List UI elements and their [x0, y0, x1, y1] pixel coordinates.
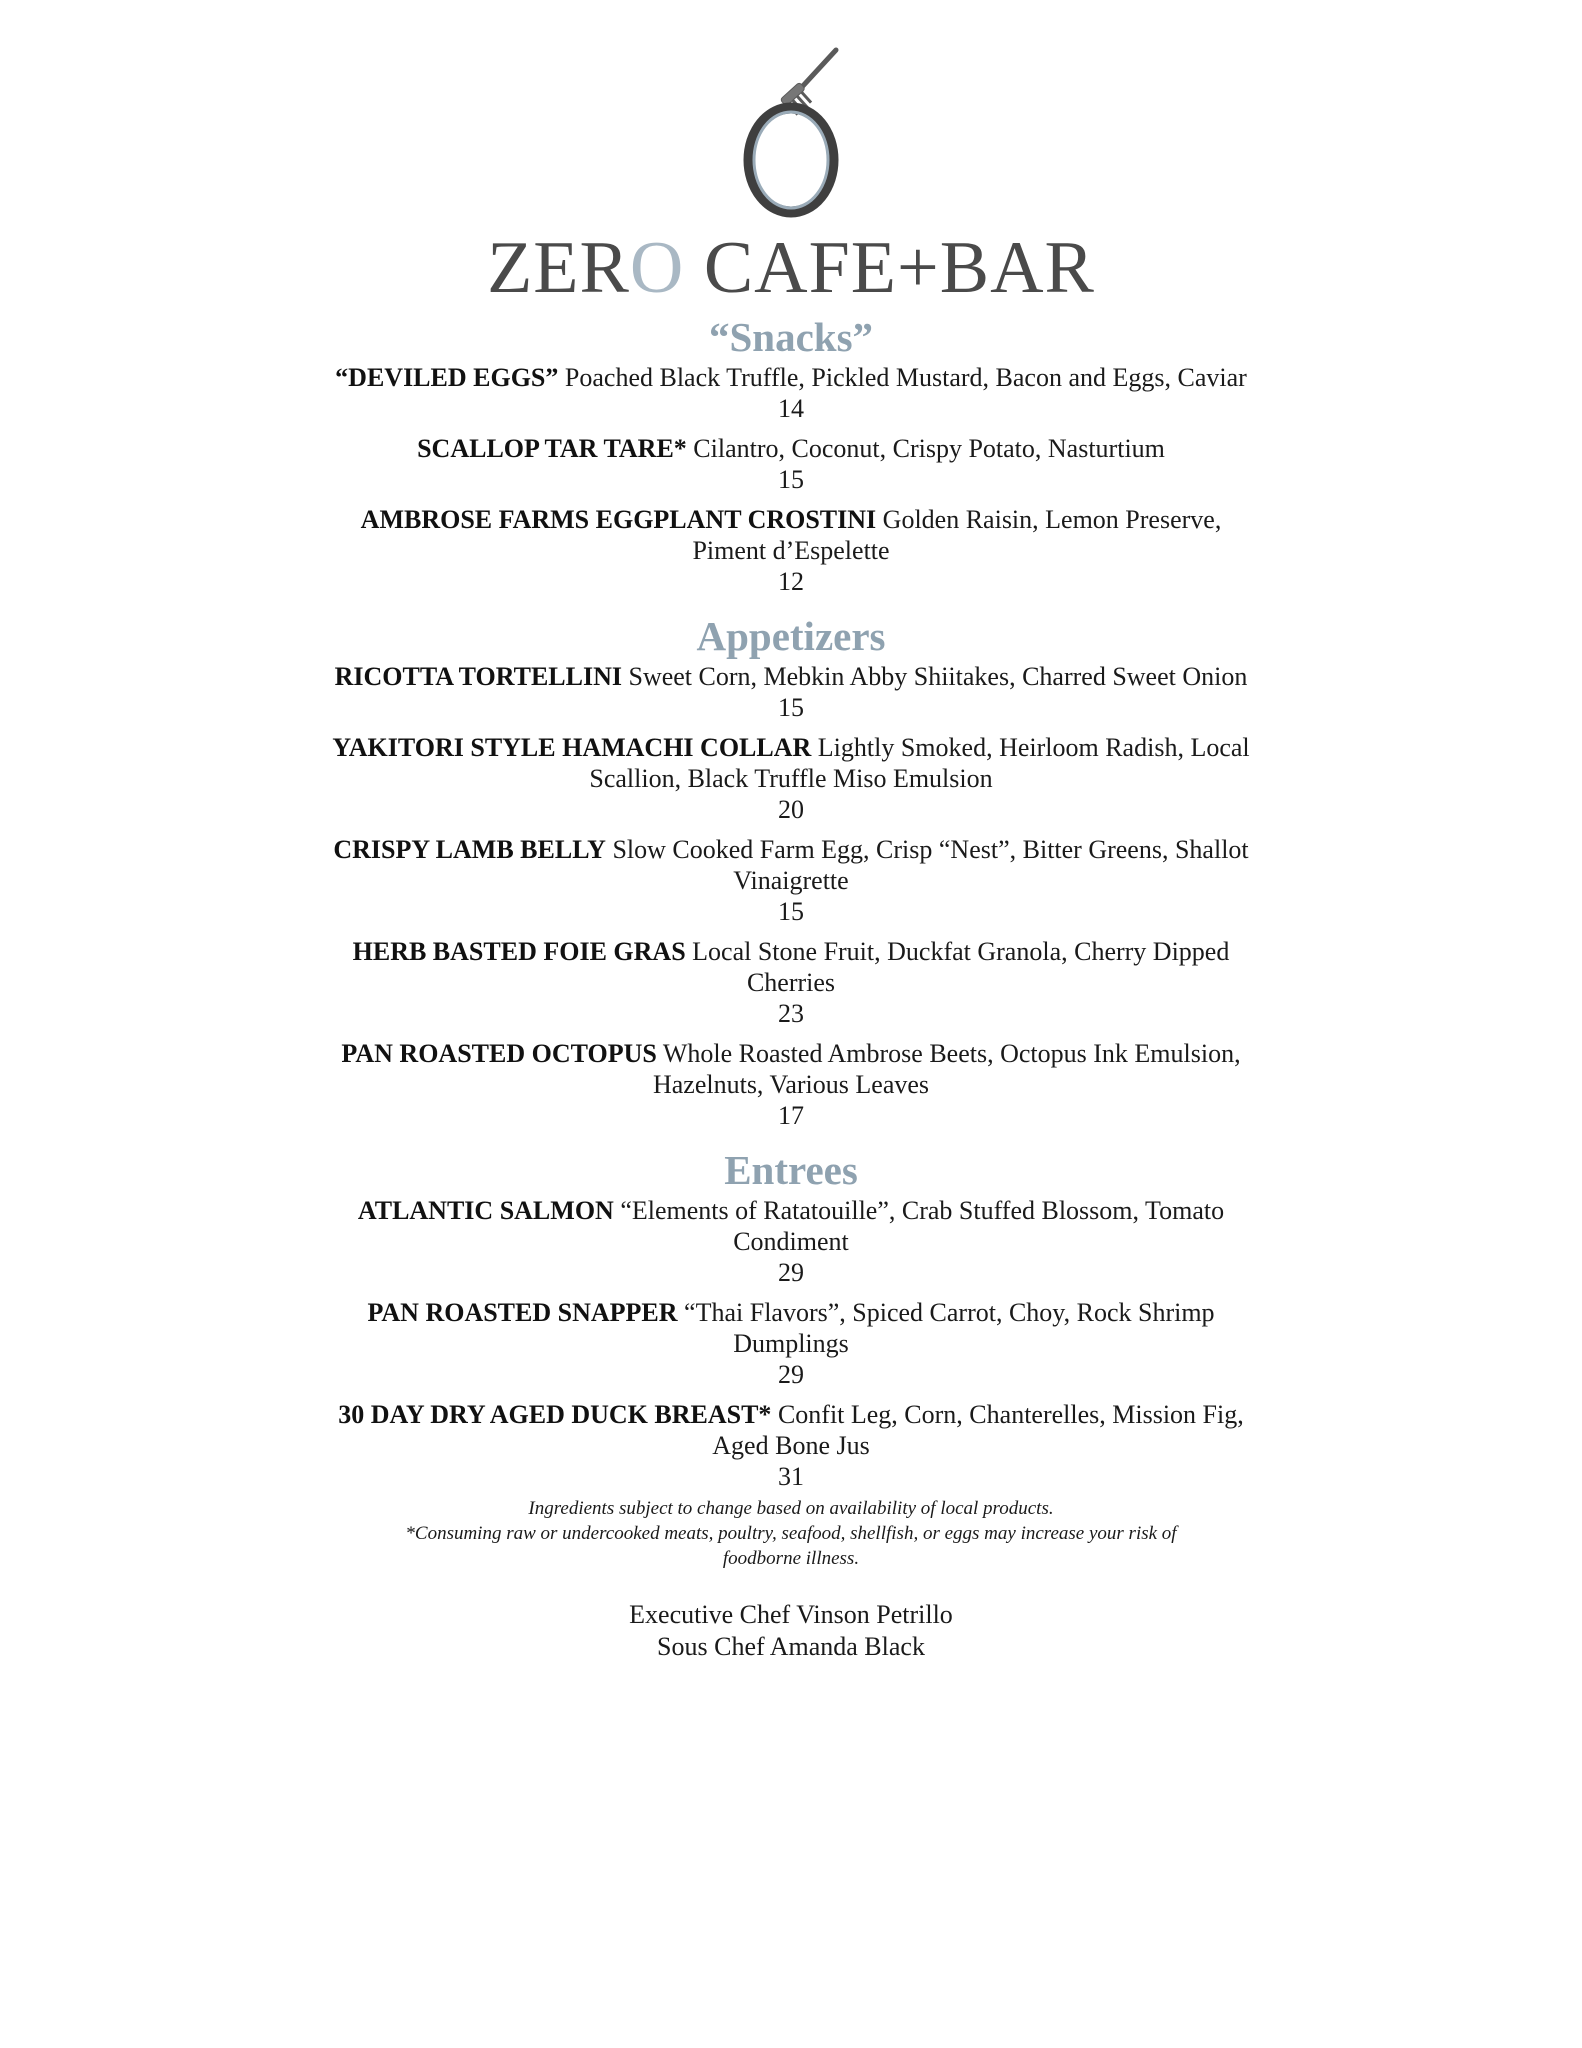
- item-description: Golden Raisin, Lemon Preserve, Piment d’Espelette: [692, 505, 1222, 565]
- logo: [0, 40, 1582, 310]
- item-description: Lightly Smoked, Heirloom Radish, Local Scallion, Black Truffle Miso Emulsion: [589, 733, 1250, 793]
- menu-item: [331, 661, 1251, 723]
- menu-item: [331, 936, 1251, 1029]
- item-description: Sweet Corn, Mebkin Abby Shiitakes, Charred Sweet Onion: [621, 662, 1248, 691]
- item-description: Cilantro, Coconut, Crispy Potato, Nasturtium: [686, 434, 1165, 463]
- brand-name-part1: ZER: [487, 227, 630, 309]
- item-description: Poached Black Truffle, Pickled Mustard, Bacon and Eggs, Caviar: [558, 363, 1247, 392]
- fork-o-logo-icon: [441, 40, 1141, 310]
- menu-item: [331, 433, 1251, 495]
- item-name: RICOTTA TORTELLINI: [334, 662, 622, 691]
- item-description: “Elements of Ratatouille”, Crab Stuffed Blossom, Tomato Condiment: [613, 1196, 1225, 1256]
- item-name: CRISPY LAMB BELLY: [333, 835, 606, 864]
- menu-item: [331, 362, 1251, 424]
- item-description: Slow Cooked Farm Egg, Crisp “Nest”, Bitter Greens, Shallot Vinaigrette: [605, 835, 1249, 895]
- menu-item: [331, 1195, 1251, 1288]
- item-name: YAKITORI STYLE HAMACHI COLLAR: [332, 733, 812, 762]
- item-name: “DEVILED EGGS”: [335, 363, 559, 392]
- item-price: 29: [778, 1360, 804, 1389]
- raw-food-warning: *Consuming raw or undercooked meats, poultry, seafood, shellfish, or eggs may increase your risk of foodborne illness.: [405, 1523, 1177, 1569]
- brand-name-part2: CAFE+BAR: [684, 227, 1095, 309]
- item-price: 31: [778, 1462, 804, 1491]
- item-price: 15: [778, 693, 804, 722]
- menu-item: [331, 504, 1251, 597]
- chef-credits: [0, 1599, 1582, 1663]
- item-name: HERB BASTED FOIE GRAS: [352, 937, 686, 966]
- brand-name-o: O: [629, 227, 685, 309]
- item-name: SCALLOP TAR TARE*: [417, 434, 687, 463]
- item-description: Local Stone Fruit, Duckfat Granola, Cherry Dipped Cherries: [685, 937, 1230, 997]
- item-name: 30 DAY DRY AGED DUCK BREAST*: [338, 1400, 772, 1429]
- section-title-appetizers: Appetizers: [696, 613, 886, 659]
- menu-content: [0, 312, 1582, 1663]
- item-description: “Thai Flavors”, Spiced Carrot, Choy, Rock Shrimp Dumplings: [677, 1298, 1215, 1358]
- item-price: 15: [778, 465, 804, 494]
- item-name: PAN ROASTED SNAPPER: [367, 1298, 678, 1327]
- item-price: 14: [778, 394, 804, 423]
- availability-note: Ingredients subject to change based on availability of local products.: [528, 1498, 1054, 1519]
- item-price: 29: [778, 1258, 804, 1287]
- menu-notes: [0, 1496, 1582, 1571]
- section-title-entrees: Entrees: [724, 1147, 858, 1193]
- item-description: Confit Leg, Corn, Chanterelles, Mission Fig, Aged Bone Jus: [712, 1400, 1244, 1460]
- item-price: 12: [778, 567, 804, 596]
- menu-item: [331, 1297, 1251, 1390]
- menu-item: [331, 732, 1251, 825]
- item-description: Whole Roasted Ambrose Beets, Octopus Ink Emulsion, Hazelnuts, Various Leaves: [652, 1039, 1241, 1099]
- executive-chef: Executive Chef Vinson Petrillo: [629, 1600, 953, 1629]
- sous-chef: Sous Chef Amanda Black: [657, 1632, 925, 1661]
- menu-item: [331, 834, 1251, 927]
- svg-text:ZERO CAFE+BAR: [487, 227, 1095, 309]
- item-price: 20: [778, 795, 804, 824]
- item-price: 23: [778, 999, 804, 1028]
- item-price: 15: [778, 897, 804, 926]
- menu-item: [331, 1038, 1251, 1131]
- section-title-snacks: “Snacks”: [708, 314, 874, 360]
- item-name: PAN ROASTED OCTOPUS: [341, 1039, 657, 1068]
- item-price: 17: [778, 1101, 804, 1130]
- item-name: AMBROSE FARMS EGGPLANT CROSTINI: [360, 505, 877, 534]
- item-name: ATLANTIC SALMON: [357, 1196, 614, 1225]
- menu-item: [331, 1399, 1251, 1492]
